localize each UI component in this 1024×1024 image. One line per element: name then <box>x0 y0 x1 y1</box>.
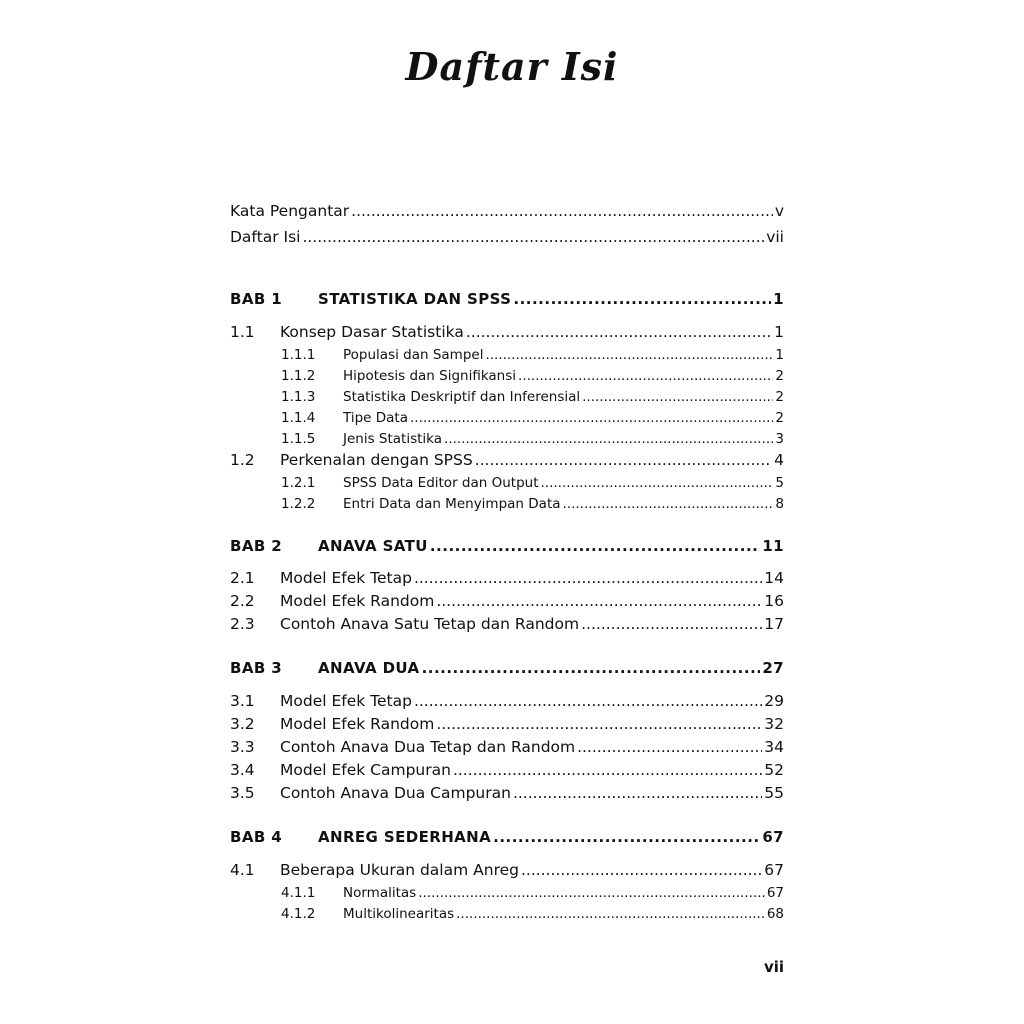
section-label: Model Efek Tetap <box>280 569 412 587</box>
chapter-title: STATISTIKA DAN SPSS <box>318 290 512 308</box>
toc-label: Daftar Isi <box>230 228 301 246</box>
section-number: 4.1 <box>230 861 255 879</box>
section-label: Perkenalan dengan SPSS <box>280 451 473 469</box>
toc-chapter-3[interactable] <box>230 655 784 677</box>
toc-subsection[interactable] <box>281 490 784 512</box>
section-number: 2.2 <box>230 592 255 610</box>
subsection-page: 1 <box>775 347 784 363</box>
chapter-page: 67 <box>762 828 784 846</box>
toc-entry-kata-pengantar[interactable] <box>230 198 784 220</box>
chapter-page: 27 <box>762 659 784 677</box>
page-title: Daftar Isi <box>405 44 619 89</box>
section-number: 3.4 <box>230 761 255 779</box>
toc-section[interactable] <box>230 711 784 733</box>
toc-subsection[interactable] <box>281 362 784 384</box>
dot-leader <box>581 615 762 633</box>
toc-section[interactable] <box>230 734 784 756</box>
section-label: Model Efek Campuran <box>280 761 451 779</box>
dot-leader <box>422 659 761 677</box>
subsection-page: 2 <box>775 368 784 384</box>
section-number: 2.3 <box>230 615 255 633</box>
toc-subsection[interactable] <box>281 469 784 491</box>
subsection-label: Populasi dan Sampel <box>343 347 484 363</box>
subsection-page: 5 <box>775 475 784 491</box>
dot-leader <box>418 885 765 901</box>
toc-subsection[interactable] <box>281 404 784 426</box>
page-number: vii <box>763 958 784 976</box>
subsection-number: 1.2.1 <box>281 475 316 491</box>
subsection-number: 1.2.2 <box>281 496 316 512</box>
dot-leader <box>444 431 773 447</box>
dot-leader <box>485 347 773 363</box>
section-page: 14 <box>764 569 784 587</box>
subsection-number: 4.1.1 <box>281 885 316 901</box>
section-label: Beberapa Ukuran dalam Anreg <box>280 861 519 879</box>
dot-leader <box>456 906 765 922</box>
subsection-label: SPSS Data Editor dan Output <box>343 475 539 491</box>
subsection-label: Normalitas <box>343 885 417 901</box>
dot-leader <box>414 569 762 587</box>
toc-section[interactable] <box>230 319 784 341</box>
dot-leader <box>513 290 771 308</box>
subsection-number: 1.1.5 <box>281 431 316 447</box>
section-label: Contoh Anava Dua Tetap dan Random <box>280 738 576 756</box>
section-label: Model Efek Random <box>280 592 435 610</box>
dot-leader <box>563 496 774 512</box>
section-label: Model Efek Tetap <box>280 692 412 710</box>
chapter-number: BAB 2 <box>230 537 283 555</box>
section-label: Konsep Dasar Statistika <box>280 323 464 341</box>
dot-leader <box>582 389 773 405</box>
toc-section[interactable] <box>230 757 784 779</box>
toc-section[interactable] <box>230 688 784 710</box>
section-label: Contoh Anava Satu Tetap dan Random <box>280 615 580 633</box>
section-page: 1 <box>774 323 784 341</box>
toc-chapter-4[interactable] <box>230 824 784 846</box>
toc-label: Kata Pengantar <box>230 202 350 220</box>
subsection-label: Statistika Deskriptif dan Inferensial <box>343 389 581 405</box>
subsection-number: 1.1.4 <box>281 410 316 426</box>
dot-leader <box>453 761 762 779</box>
dot-leader <box>430 537 760 555</box>
toc-subsection[interactable] <box>281 900 784 922</box>
toc-page: v <box>774 202 784 220</box>
toc-section[interactable] <box>230 565 784 587</box>
chapter-number: BAB 3 <box>230 659 283 677</box>
chapter-title: ANAVA SATU <box>318 537 428 555</box>
toc-section[interactable] <box>230 447 784 469</box>
subsection-page: 3 <box>775 431 784 447</box>
chapter-number: BAB 4 <box>230 828 283 846</box>
toc-section[interactable] <box>230 588 784 610</box>
section-number: 2.1 <box>230 569 255 587</box>
section-number: 1.2 <box>230 451 255 469</box>
section-page: 17 <box>764 615 784 633</box>
dot-leader <box>475 451 772 469</box>
subsection-number: 4.1.2 <box>281 906 316 922</box>
dot-leader <box>541 475 774 491</box>
section-number: 3.5 <box>230 784 255 802</box>
subsection-number: 1.1.2 <box>281 368 316 384</box>
toc-section[interactable] <box>230 611 784 633</box>
toc-entry-daftar-isi[interactable] <box>230 224 784 246</box>
subsection-page: 8 <box>775 496 784 512</box>
dot-leader <box>513 784 762 802</box>
section-number: 3.3 <box>230 738 255 756</box>
section-number: 1.1 <box>230 323 255 341</box>
section-page: 4 <box>774 451 784 469</box>
subsection-page: 2 <box>775 389 784 405</box>
chapter-number: BAB 1 <box>230 290 283 308</box>
toc-subsection[interactable] <box>281 383 784 405</box>
section-page: 32 <box>764 715 784 733</box>
dot-leader <box>351 202 773 220</box>
dot-leader <box>436 715 762 733</box>
subsection-page: 68 <box>766 906 784 922</box>
subsection-label: Multikolinearitas <box>343 906 455 922</box>
section-number: 3.1 <box>230 692 255 710</box>
dot-leader <box>493 828 760 846</box>
toc-section[interactable] <box>230 857 784 879</box>
subsection-label: Hipotesis dan Signifikansi <box>343 368 517 384</box>
subsection-number: 1.1.3 <box>281 389 316 405</box>
section-label: Contoh Anava Dua Campuran <box>280 784 511 802</box>
subsection-page: 2 <box>775 410 784 426</box>
subsection-label: Entri Data dan Menyimpan Data <box>343 496 561 512</box>
dot-leader <box>577 738 762 756</box>
toc-subsection[interactable] <box>281 879 784 901</box>
dot-leader <box>302 228 764 246</box>
dot-leader <box>518 368 773 384</box>
section-label: Model Efek Random <box>280 715 435 733</box>
section-page: 34 <box>764 738 784 756</box>
dot-leader <box>410 410 773 426</box>
toc-chapter-1[interactable] <box>230 286 784 308</box>
toc-subsection[interactable] <box>281 341 784 363</box>
chapter-title: ANAVA DUA <box>318 659 420 677</box>
section-number: 3.2 <box>230 715 255 733</box>
dot-leader <box>414 692 762 710</box>
subsection-label: Tipe Data <box>343 410 408 426</box>
chapter-page: 11 <box>762 537 784 555</box>
subsection-number: 1.1.1 <box>281 347 316 363</box>
chapter-title: ANREG SEDERHANA <box>318 828 492 846</box>
dot-leader <box>521 861 762 879</box>
section-page: 67 <box>764 861 784 879</box>
subsection-label: Jenis Statistika <box>343 431 443 447</box>
toc-section[interactable] <box>230 780 784 802</box>
dot-leader <box>436 592 762 610</box>
toc-subsection[interactable] <box>281 425 784 447</box>
section-page: 16 <box>764 592 784 610</box>
chapter-page: 1 <box>773 290 784 308</box>
toc-chapter-2[interactable] <box>230 533 784 555</box>
dot-leader <box>466 323 772 341</box>
section-page: 55 <box>764 784 784 802</box>
section-page: 52 <box>764 761 784 779</box>
subsection-page: 67 <box>766 885 784 901</box>
toc-page: vii <box>766 228 784 246</box>
section-page: 29 <box>764 692 784 710</box>
